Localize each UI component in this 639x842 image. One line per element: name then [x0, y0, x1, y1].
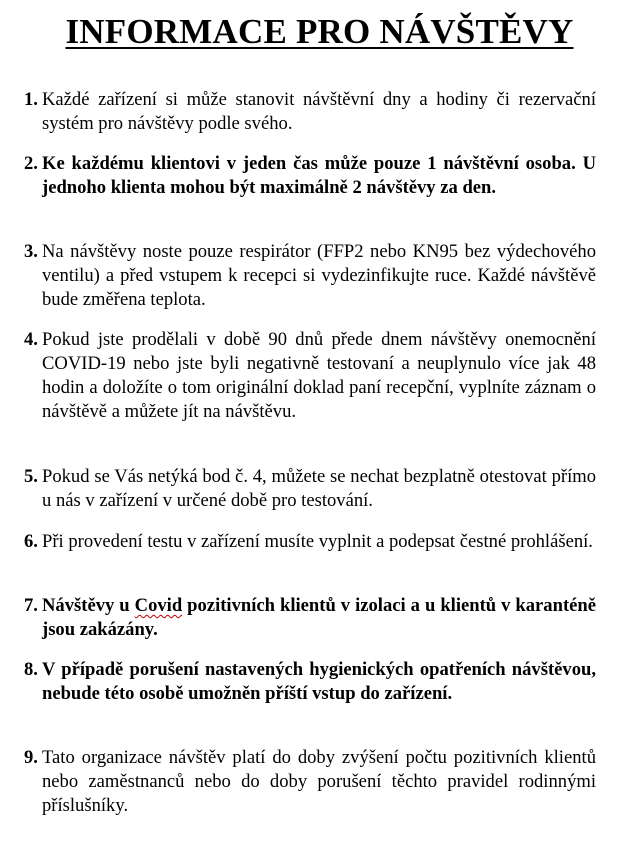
list-item-9 — [24, 746, 596, 818]
spellcheck-marked-word: Covid — [134, 595, 183, 616]
list-item-4 — [24, 328, 596, 424]
item-number: 7. — [24, 595, 38, 616]
item-number: 2. — [24, 153, 38, 174]
item-number: 8. — [24, 659, 38, 680]
list-item-8 — [24, 658, 596, 706]
list-item-5 — [24, 465, 596, 513]
list-item-1 — [24, 88, 596, 136]
list-item-7 — [24, 594, 596, 642]
item-text — [24, 594, 596, 642]
item-text: Každé zařízení si může stanovit návštěvní dny a hodiny či rezervační systém pro návštěvy podle svého. — [42, 89, 596, 134]
item-text: Na návštěvy noste pouze respirátor (FFP2 nebo KN95 bez výdechového ventilu) a před vstupem k recepci si vydezinfikujte ruce. Každé návštěvě bude změřena teplota. — [42, 241, 596, 310]
item-text-after: pozitivních klientů v izolaci a u klientů v karanténě jsou zakázány. — [42, 595, 596, 640]
item-number: 3. — [24, 241, 38, 262]
item-text: Při provedení testu v zařízení musíte vyplnit a podepsat čestné prohlášení. — [42, 531, 593, 552]
page-title: INFORMACE PRO NÁVŠTĚVY — [65, 12, 574, 51]
item-text: Pokud jste prodělali v době 90 dnů přede dnem návštěvy onemocnění COVID-19 nebo jste byli negativně testovaní a neuplynulo více jak 48 hodin a doložíte o tom originální doklad paní recepční, vyplníte záznam o návštěvě a můžete jít na návštěvu. — [42, 329, 596, 422]
list-item-6 — [24, 530, 596, 554]
item-number: 1. — [24, 89, 38, 110]
list-item-2 — [24, 152, 596, 200]
item-text: Tato organizace návštěv platí do doby zvýšení počtu pozitivních klientů nebo zaměstnanců nebo do doby porušení těchto pravidel rodinnými příslušníky. — [42, 747, 596, 816]
item-number: 5. — [24, 466, 38, 487]
item-text-before: Návštěvy u — [42, 595, 135, 616]
item-number: 9. — [24, 747, 38, 768]
list-item-3 — [24, 240, 596, 312]
item-number: 4. — [24, 329, 38, 350]
item-number: 6. — [24, 531, 38, 552]
item-text: V případě porušení nastavených hygienických opatřeních návštěvou, nebude této osobě umožněn příští vstup do zařízení. — [42, 659, 596, 704]
item-text: Ke každému klientovi v jeden čas může pouze 1 návštěvní osoba. U jednoho klienta mohou být maximálně 2 návštěvy za den. — [42, 153, 596, 198]
item-text: Pokud se Vás netýká bod č. 4, můžete se nechat bezplatně otestovat přímo u nás v zařízení v určené době pro testování. — [42, 466, 596, 511]
